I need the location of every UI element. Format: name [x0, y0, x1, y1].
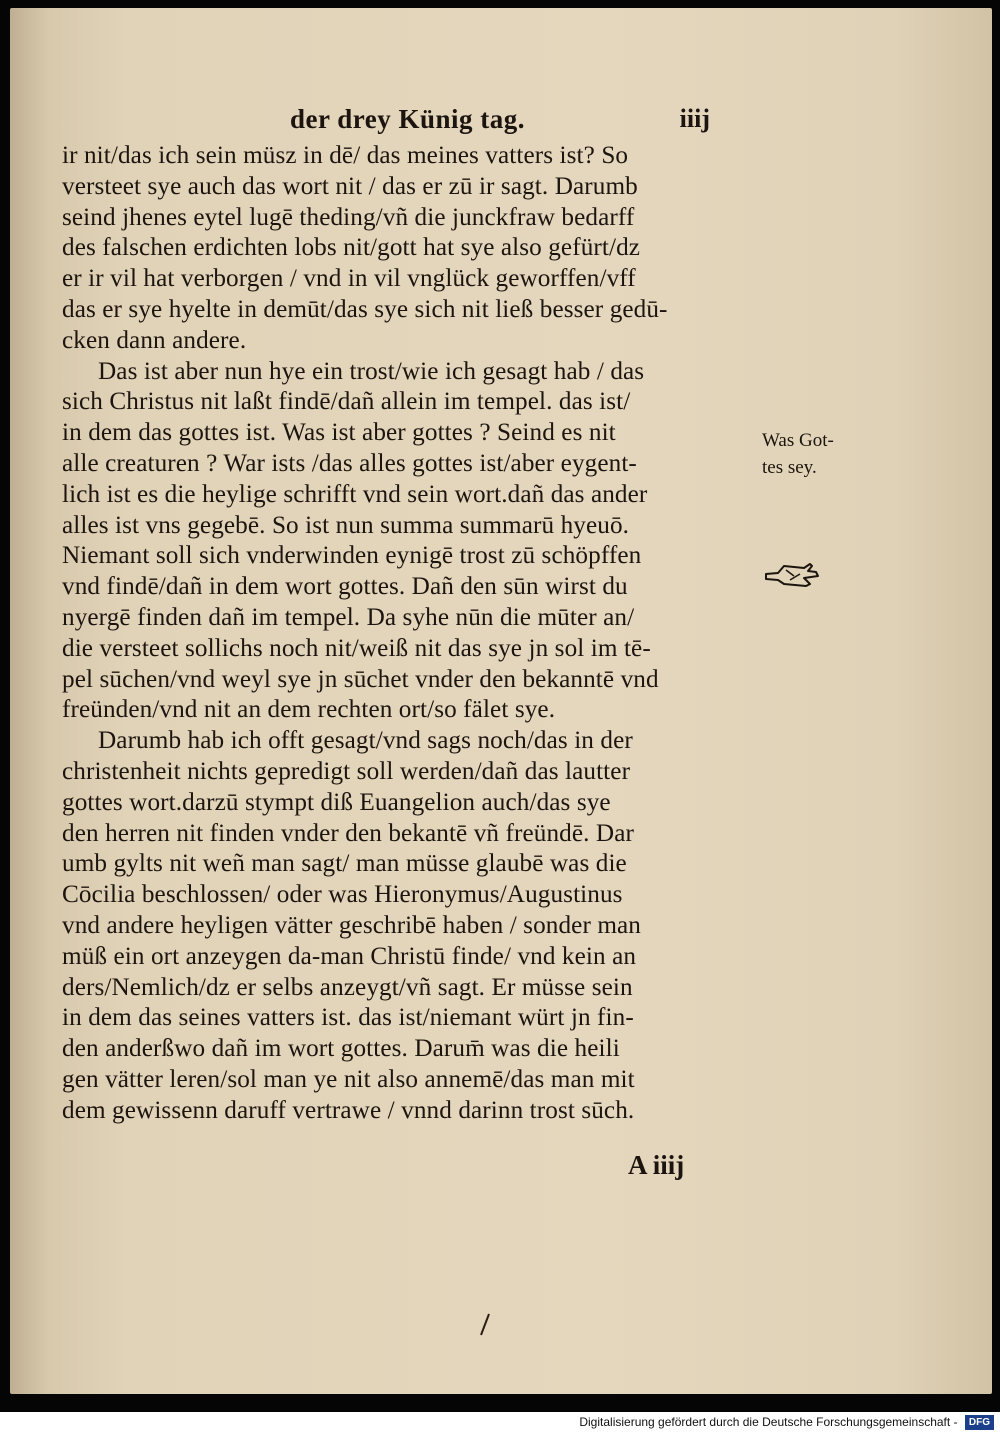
text-line: Cōcilia beschlossen/ oder was Hieronymus/Augustinus — [62, 881, 623, 909]
text-line: umb gylts nit weñ man sagt/ man müsse glaubē was die — [62, 850, 627, 878]
dfg-logo[interactable]: DFG — [965, 1415, 994, 1430]
text-line: ders/Nemlich/dz er selbs anzeygt/vñ sagt. Er müsse sein — [62, 973, 633, 1001]
text-line: gottes wort.darzū stympt diß Euangelion auch/das sye — [62, 788, 611, 816]
text-line: den anderßwo dañ im wort gottes. Darum̄ was die heili — [62, 1035, 620, 1063]
signature-mark: A iiij — [628, 1150, 685, 1180]
text-line: nyergē finden dañ im tempel. Da syhe nūn die mūter an/ — [62, 603, 635, 631]
text-line: den herren nit finden vnder den bekantē vñ freündē. Dar — [62, 819, 634, 847]
text-line: lich ist es die heylige schrifft vnd sein wort.dañ das ander — [62, 480, 648, 508]
digitization-footer — [0, 1415, 994, 1433]
text-line: pel sūchen/vnd weyl sye jn sūchet vnder den bekanntē vnd — [62, 665, 659, 693]
text-line: das er sye hyelte in demūt/das sye sich nit ließ besser gedū- — [62, 295, 668, 323]
running-header — [290, 104, 710, 138]
folio-number: iiij — [679, 104, 710, 133]
margin-note-line: tes sey. — [762, 457, 817, 478]
text-line: vnd findē/dañ in dem wort gottes. Dañ den sūn wirst du — [62, 573, 628, 601]
text-line: er ir vil hat verborgen / vnd in vil vnglück geworffen/vff — [62, 265, 636, 293]
text-line: Darumb hab ich offt gesagt/vnd sags noch/das in der — [98, 727, 633, 755]
text-line: christenheit nichts gepredigt soll werden/dañ das lautter — [62, 757, 631, 785]
text-line: die versteet sollichs noch nit/weiß nit das sye jn sol im tē- — [62, 634, 651, 662]
body-text — [62, 141, 762, 1127]
text-line: gen vätter leren/sol man ye nit also annemē/das man mit — [62, 1065, 635, 1093]
text-line: versteet sye auch das wort nit / das er zū ir sagt. Darumb — [62, 172, 638, 200]
text-line: Niemant soll sich vnderwinden eynigē trost zū schöpffen — [62, 542, 642, 570]
text-line: vnd andere heyligen vätter geschribē haben / sonder man — [62, 911, 641, 939]
text-line: müß ein ort anzeygen da-man Christū finde/ vnd kein an — [62, 942, 637, 970]
text-line: Das ist aber nun hye ein trost/wie ich gesagt hab / das — [98, 357, 645, 385]
text-line: ir nit/das ich sein müsz in dē/ das meines vatters ist? So — [62, 142, 629, 169]
running-title: der drey Künig tag. — [290, 104, 526, 134]
text-line: freünden/vnd nit an dem rechten ort/so fälet sye. — [62, 696, 556, 724]
text-line: seind jhenes eytel lugē theding/vñ die junckfraw bedarff — [62, 203, 635, 231]
margin-note — [762, 427, 852, 481]
text-line: alles ist vns gegebē. So ist nun summa summarū hyeuō. — [62, 511, 630, 539]
stray-mark — [478, 1312, 492, 1338]
text-line: dem gewissenn daruff vertrawe / vnnd darinn trost sūch. — [62, 1096, 635, 1124]
text-line: des falschen erdichten lobs nit/gott hat sye also gefürt/dz — [62, 234, 641, 262]
text-line: sich Christus nit laßt findē/dañ allein im tempel. das ist/ — [62, 388, 631, 416]
margin-note-line: Was Got- — [762, 430, 834, 451]
funding-credit: Digitalisierung gefördert durch die Deutsche Forschungsgemeinschaft - — [579, 1415, 958, 1429]
text-line: in dem das seines vatters ist. das ist/niemant würt jn fin- — [62, 1004, 634, 1032]
text-line: cken dann andere. — [62, 326, 247, 354]
pointing-hand-icon — [764, 560, 824, 590]
text-line: in dem das gottes ist. Was ist aber gottes ? Seind es nit — [62, 419, 616, 447]
text-line: alle creaturen ? War ists /das alles gottes ist/aber eygent- — [62, 449, 637, 477]
